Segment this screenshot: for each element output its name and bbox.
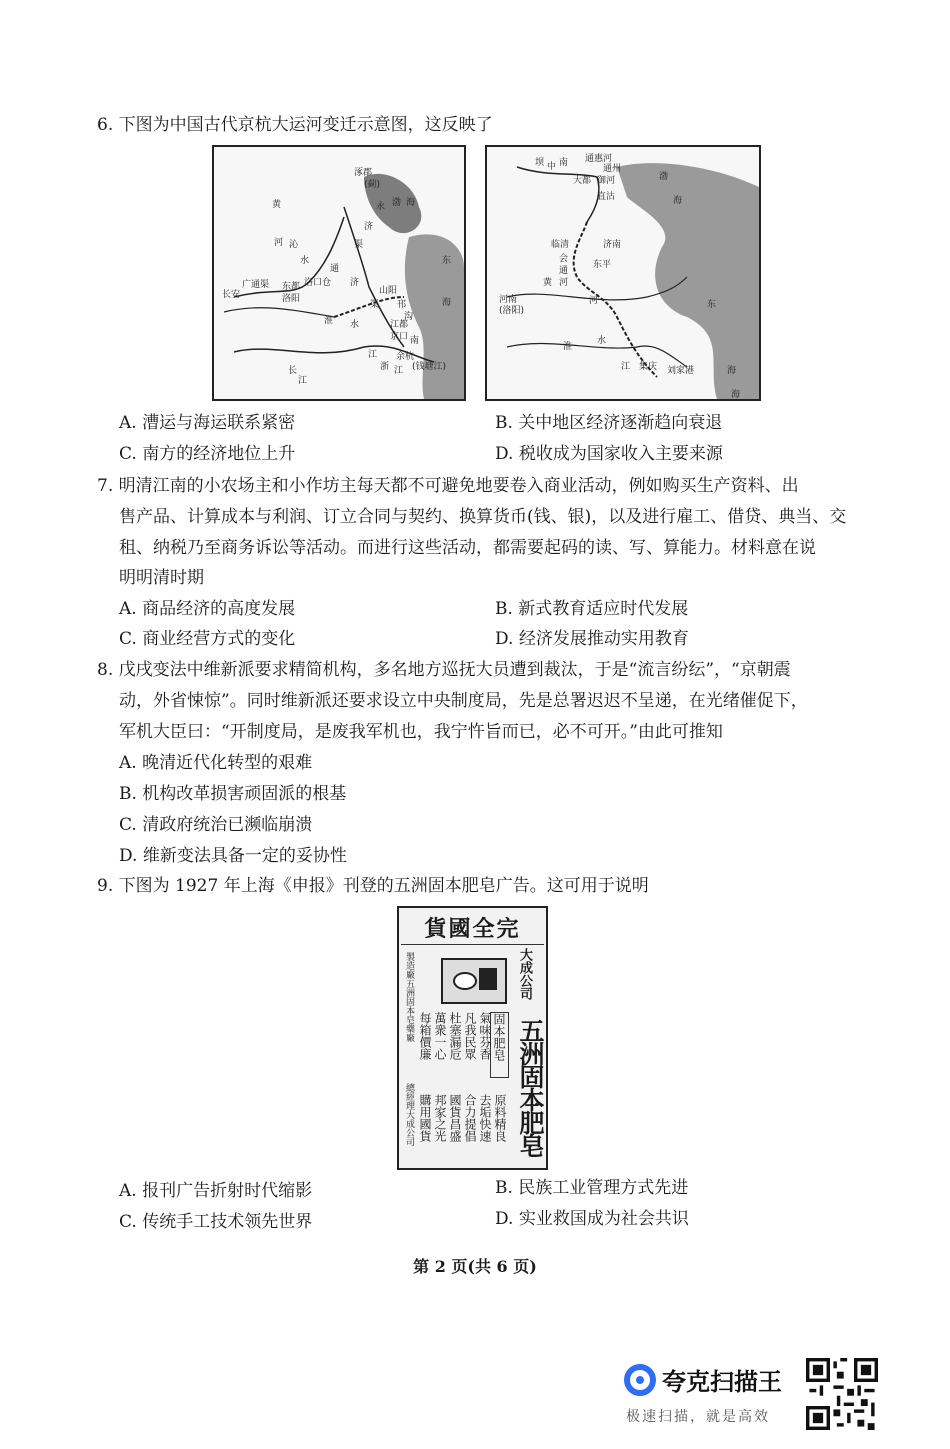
map-left-label: 济 <box>350 278 360 288</box>
scanner-watermark <box>622 1362 802 1432</box>
map-right-label: 刘家港 <box>667 366 695 376</box>
ad-slogan: 固本肥皂 <box>490 1012 509 1078</box>
map-left-label: 浙 <box>380 362 390 372</box>
map-right-label: 河 <box>589 296 599 306</box>
map-left-label: 东 <box>442 256 452 266</box>
q7-option-a[interactable]: A. 商品经济的高度发展 <box>119 599 296 619</box>
q8-option-a[interactable]: A. 晚清近代化转型的艰难 <box>119 753 313 773</box>
map-left-label: 东都 <box>282 282 301 292</box>
map-right-label: 临清 <box>551 240 570 250</box>
ad-company: 大成公司 <box>517 948 532 1000</box>
ad-slogan: 去垢快速 <box>478 1094 492 1142</box>
map-left-label: 江 <box>394 366 404 376</box>
map-left-label: 渠 <box>370 300 380 310</box>
map-left-label: 长 <box>288 366 298 376</box>
q8-option-b[interactable]: B. 机构改革损害顽固派的根基 <box>119 784 347 804</box>
q6-option-d[interactable]: D. 税收成为国家收入主要来源 <box>495 444 723 464</box>
ad-header: 貨國全完 <box>424 916 521 942</box>
soap-advertisement <box>397 906 548 1170</box>
ad-slogan: 原料精良 <box>493 1094 507 1142</box>
ad-slogan: 合力提倡 <box>463 1094 477 1142</box>
map-left-label: 余杭 <box>396 352 415 362</box>
map-right-label: 集庆 <box>639 362 658 372</box>
ad-distributor: 總經理大成公司 <box>404 1083 414 1146</box>
map-left-label: 黄 <box>272 200 282 210</box>
q7-stem-line: 售产品、计算成本与利润、订立合同与契约、换算货币(钱、银)，以及进行雇工、借贷、典当、交 <box>119 507 847 527</box>
q6-stem: 6. 下图为中国古代京杭大运河变迁示意图，这反映了 <box>97 115 493 135</box>
map-grand-canal <box>485 145 761 401</box>
page-footer: 第 2 页(共 6 页) <box>413 1257 537 1276</box>
map-right-label: 河南 <box>499 295 518 305</box>
q8-option-d[interactable]: D. 维新变法具备一定的妥协性 <box>119 846 347 866</box>
q9-option-d[interactable]: D. 实业救国成为社会共识 <box>495 1209 689 1229</box>
map-right-label: 通州 <box>603 164 622 174</box>
map-left-label: 通 <box>330 264 340 274</box>
ad-slogan: 購用國貨 <box>418 1094 432 1142</box>
map-right-label: 大都 <box>573 176 592 186</box>
map-sui-canal <box>212 145 466 401</box>
q7-stem-line: 7. 明清江南的小农场主和小作坊主每天都不可避免地要卷入商业活动，例如购买生产资料、出 <box>97 476 799 496</box>
q6-option-a[interactable]: A. 漕运与海运联系紧密 <box>119 413 296 433</box>
map-left-label: 海 <box>406 198 416 208</box>
ad-manufacturer: 製造廠五洲固本皂藥廠 <box>404 952 414 1042</box>
map-right-label: 会 <box>559 254 569 264</box>
ad-slogan: 邦家之光 <box>433 1094 447 1142</box>
map-right-label: 渤 <box>659 172 669 182</box>
ad-slogan: 每箱價廉 <box>418 1012 432 1060</box>
map-right-label: 通惠河 <box>585 154 613 164</box>
map-left-label: 永 <box>376 202 386 212</box>
q9-option-a[interactable]: A. 报刊广告折射时代缩影 <box>119 1181 313 1201</box>
map-right-label: 南 <box>559 158 569 168</box>
q9-option-b[interactable]: B. 民族工业管理方式先进 <box>495 1178 689 1198</box>
map-right-label: 济南 <box>603 240 622 250</box>
ad-brand: 五洲固本肥皂 <box>516 1018 545 1156</box>
q8-option-c[interactable]: C. 清政府统治已濒临崩溃 <box>119 815 313 835</box>
map-left-label: 涿郡 <box>354 168 373 178</box>
map-left-label: 济 <box>364 222 374 232</box>
ad-slogan: 凡我民眾 <box>463 1012 477 1060</box>
map-right-label: 中 <box>547 162 557 172</box>
map-left-label: 山阳 <box>379 286 398 296</box>
ad-slogan: 氣味芬香 <box>478 1012 492 1060</box>
q8-stem-line: 动，外省悚惊”。同时维新派还要求设立中央制度局，先是总署迟迟不呈递，在光绪催促下， <box>119 691 808 711</box>
map-right-label: 御河 <box>597 176 616 186</box>
q8-stem-line: 军机大臣曰：“开制度局，是废我军机也，我宁忤旨而已，必不可开。”由此可推知 <box>119 722 723 742</box>
map-right-label: 淮 <box>563 342 573 352</box>
qr-code-icon <box>806 1358 878 1430</box>
map-left-label: 京口 <box>390 332 409 342</box>
map-left-label: 淮 <box>324 316 334 326</box>
map-right-label: 水 <box>597 336 607 346</box>
map-right-label: 通 <box>559 266 569 276</box>
map-left-label: 江都 <box>390 320 409 330</box>
map-left-label: 水 <box>350 320 360 330</box>
q7-option-d[interactable]: D. 经济发展推动实用教育 <box>495 629 689 649</box>
map-sui-canal-graphic <box>214 147 464 399</box>
q7-stem-line: 租、纳税乃至商务诉讼等活动。而进行这些活动，都需要起码的读、写、算能力。材料意在说 <box>119 538 816 558</box>
map-right-label: 江 <box>621 362 631 372</box>
q7-stem-line: 明明清时期 <box>119 568 204 588</box>
watermark-slogan: 极速扫描，就是高效 <box>626 1409 770 1425</box>
map-left-label: 邗 <box>397 300 407 310</box>
map-left-label: (钱塘江) <box>412 362 447 372</box>
map-left-label: 沟 <box>404 312 414 322</box>
map-left-label: 水 <box>300 256 310 266</box>
map-right-label: 东平 <box>593 260 612 270</box>
map-left-label: 渤 <box>392 198 402 208</box>
map-right-label: 坝 <box>535 158 545 168</box>
map-right-label: 海 <box>727 366 737 376</box>
ad-slogan: 杜塞漏卮 <box>448 1012 462 1060</box>
q9-stem: 9. 下图为 1927 年上海《申报》刊登的五洲固本肥皂广告。这可用于说明 <box>97 876 649 896</box>
map-left-label: 长安 <box>222 290 241 300</box>
ad-slogan: 國貨昌盛 <box>448 1094 462 1142</box>
ad-slogan: 萬衆一心 <box>433 1012 447 1060</box>
map-left-label: 河 <box>274 238 284 248</box>
map-left-label: 洛口仓 <box>304 278 332 288</box>
map-left-label: (蓟) <box>364 180 381 190</box>
map-right-label: 海 <box>731 390 741 399</box>
map-left-label: 南 <box>410 336 420 346</box>
map-right-label: 东 <box>707 300 717 310</box>
map-left-label: 洛阳 <box>282 294 301 304</box>
map-left-label: 江 <box>368 350 378 360</box>
q6-option-c[interactable]: C. 南方的经济地位上升 <box>119 444 296 464</box>
map-right-label: (洛阳) <box>499 306 525 316</box>
map-right-label: 直沽 <box>597 192 616 202</box>
q6-option-b[interactable]: B. 关中地区经济逐渐趋向衰退 <box>495 413 723 433</box>
map-right-label: 河 <box>559 278 569 288</box>
map-left-label: 广通渠 <box>242 280 270 290</box>
map-grand-canal-graphic <box>487 147 759 399</box>
scanner-logo-icon <box>624 1364 656 1396</box>
map-right-label: 海 <box>673 196 683 206</box>
q7-option-c[interactable]: C. 商业经营方式的变化 <box>119 629 296 649</box>
watermark-name: 夸克扫描王 <box>662 1368 782 1396</box>
soap-box-icon <box>441 958 507 1004</box>
map-left-label: 海 <box>442 298 452 308</box>
map-left-label: 沁 <box>289 240 299 250</box>
map-left-label: 渠 <box>354 240 364 250</box>
map-right-label: 黄 <box>543 278 553 288</box>
map-left-label: 江 <box>298 376 308 386</box>
q8-stem-line: 8. 戊戌变法中维新派要求精简机构，多名地方巡抚大员遭到裁汰，于是“流言纷纭”，“京朝震 <box>97 660 791 680</box>
q7-option-b[interactable]: B. 新式教育适应时代发展 <box>495 599 689 619</box>
q9-option-c[interactable]: C. 传统手工技术领先世界 <box>119 1212 313 1232</box>
